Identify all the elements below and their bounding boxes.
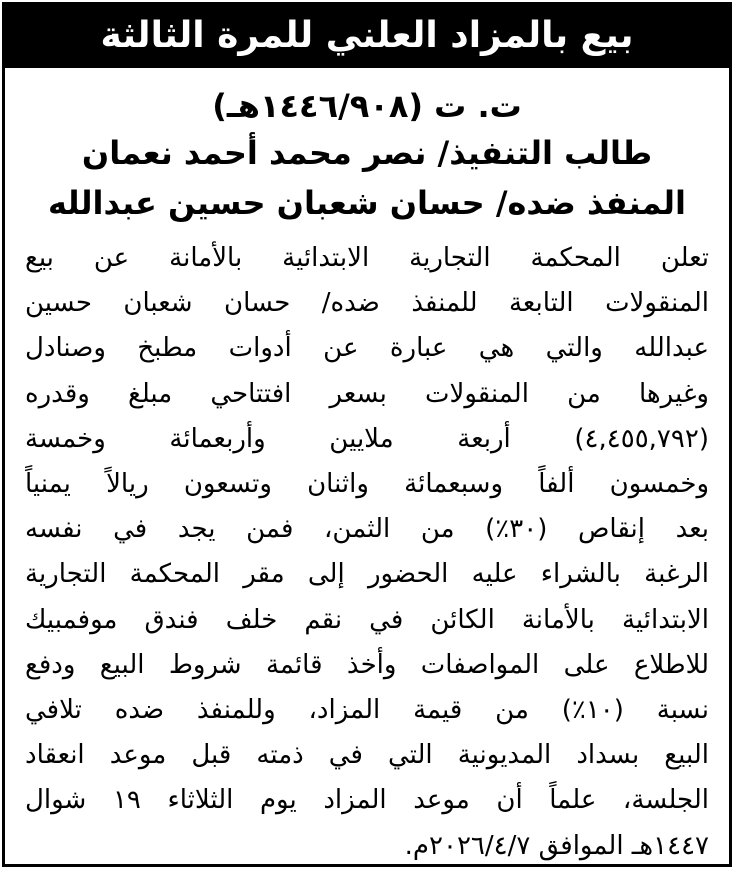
- body-line: الرغبة بالشراء عليه الحضور إلى مقر المحكمة التجارية: [25, 559, 709, 590]
- body-line: عبدالله والتي هي عبارة عن أدوات مطبخ وصنادل: [25, 333, 709, 364]
- respondent-name: المنفذ ضده/ حسان شعبان حسين عبدالله: [48, 184, 686, 222]
- body-line: المنقولات التابعة للمنفذ ضده/ حسان شعبان حسين: [25, 288, 709, 319]
- body-line: الجلسة، علماً أن موعد المزاد يوم الثلاثاء ١٩ شوال: [25, 785, 709, 816]
- auction-notice: [2, 2, 732, 867]
- applicant-name: طالب التنفيذ/ نصر محمد أحمد نعمان: [81, 134, 653, 172]
- body-line: الابتدائية بالأمانة الكائن في نقم خلف فندق موفمبيك: [25, 604, 709, 635]
- notice-title-banner: بيع بالمزاد العلني للمرة الثالثة: [5, 5, 729, 68]
- body-line: نسبة (١٠٪) من قيمة المزاد، وللمنفذ ضده تلافي: [25, 695, 709, 726]
- body-line: ١٤٤٧هـ الموافق ٢٠٢٦/٤/٧م.: [404, 830, 709, 861]
- notice-body: [5, 236, 729, 869]
- body-line: (٤,٤٥٥,٧٩٢) أربعة ملايين وأربعمائة وخمسة: [25, 423, 709, 454]
- body-line: وخمسون ألفاً وسبعمائة واثنان وتسعون ريالاً يمنياً: [25, 469, 709, 500]
- body-line: بعد إنقاص (٣٠٪) من الثمن، فمن يجد في نفسه: [25, 514, 709, 545]
- body-line: تعلن المحكمة التجارية الابتدائية بالأمانة عن بيع: [25, 243, 709, 273]
- body-line: البيع بسداد المديونية التي في ذمته قبل موعد انعقاد: [25, 740, 709, 771]
- case-number: ت. ت (١٤٤٦/٩٠٨هـ): [212, 87, 522, 125]
- body-line: وغيرها من المنقولات بسعر افتتاحي مبلغ وقدره: [25, 378, 709, 409]
- body-line: للاطلاع على المواصفات وأخذ قائمة شروط البيع ودفع: [25, 649, 709, 680]
